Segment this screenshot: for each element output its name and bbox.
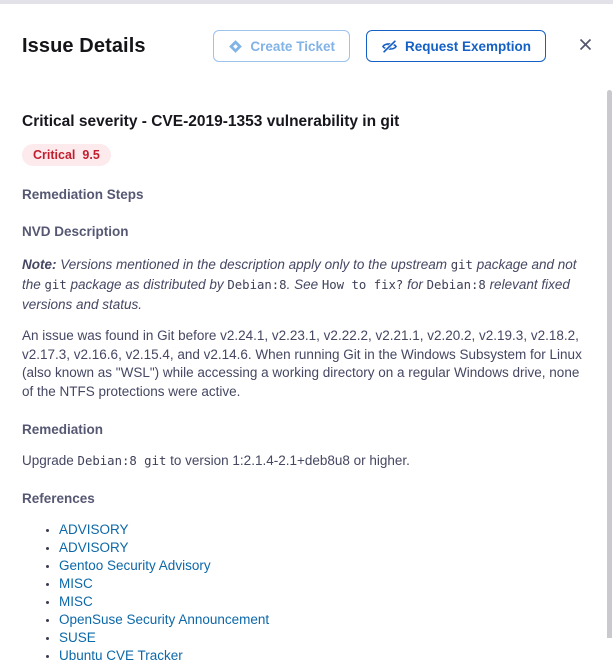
diamond-ticket-icon xyxy=(228,39,243,54)
code-debian8: Debian:8 xyxy=(227,278,287,292)
list-item xyxy=(59,557,589,575)
code-debian8-git: Debian:8 git xyxy=(77,454,167,468)
note-text: . See xyxy=(286,277,322,292)
remediation-heading: Remediation xyxy=(22,422,104,437)
issue-title: Critical severity - CVE-2019-1353 vulnerability in git xyxy=(22,113,400,130)
reference-link[interactable]: ADVISORY xyxy=(59,522,129,537)
close-button[interactable] xyxy=(575,36,595,56)
create-ticket-label: Create Ticket xyxy=(250,38,335,54)
note-label: Note: xyxy=(22,257,57,272)
reference-link[interactable]: MISC xyxy=(59,594,93,609)
nvd-description-text: An issue was found in Git before v2.24.1, v2.23.1, v2.22.2, v2.21.1, v2.20.2, v2.19.3, v2.18.2, v2.17.3, v2.16.6, v2.15.4, and v2.14.6. When running Git in the Windows Subsystem for Linux (also known as "WSL") while accessing a working directory on a regular Windows drive, none of the NTFS protections were active. xyxy=(22,328,582,399)
reference-link[interactable]: SUSE xyxy=(59,630,96,645)
note-text: package and not the xyxy=(22,257,577,292)
remediation-text-part: Upgrade xyxy=(22,453,78,468)
list-item xyxy=(59,521,589,539)
list-item xyxy=(59,629,589,647)
remediation-text-part: to version 1:2.1.4-2.1+deb8u8 or higher. xyxy=(166,453,410,468)
code-debian8: Debian:8 xyxy=(426,278,486,292)
code-how-to-fix: How to fix? xyxy=(321,278,404,292)
page-title: Issue Details xyxy=(22,34,146,57)
reference-link[interactable]: MISC xyxy=(59,576,93,591)
list-item xyxy=(59,575,589,593)
panel-top-border xyxy=(0,0,613,4)
remediation-steps-heading: Remediation Steps xyxy=(22,187,144,202)
references-heading: References xyxy=(22,491,95,506)
note-text: for xyxy=(403,277,427,292)
issue-details-body xyxy=(0,62,613,665)
nvd-description-heading: NVD Description xyxy=(22,224,129,239)
remediation-text xyxy=(22,452,589,470)
eye-off-icon xyxy=(381,39,398,54)
header-actions xyxy=(213,30,595,62)
list-item xyxy=(59,611,589,629)
severity-badge xyxy=(22,144,111,166)
vertical-scrollbar[interactable] xyxy=(607,90,612,638)
reference-link[interactable]: OpenSuse Security Announcement xyxy=(59,612,270,627)
request-exemption-label: Request Exemption xyxy=(404,38,531,54)
list-item xyxy=(59,539,589,557)
severity-label: Critical xyxy=(33,148,76,162)
note-text: relevant fixed versions and status. xyxy=(22,277,570,312)
note-text: package as distributed by xyxy=(66,277,228,292)
close-icon xyxy=(578,37,593,55)
reference-link[interactable]: ADVISORY xyxy=(59,540,129,555)
note-paragraph xyxy=(22,255,589,314)
reference-link[interactable]: Gentoo Security Advisory xyxy=(59,558,211,573)
issue-details-header xyxy=(0,0,613,62)
references-list xyxy=(22,521,589,665)
request-exemption-button[interactable] xyxy=(366,30,546,62)
list-item xyxy=(59,647,589,665)
severity-score: 9.5 xyxy=(82,148,100,162)
reference-link[interactable]: Ubuntu CVE Tracker xyxy=(59,648,183,663)
note-text: Versions mentioned in the description apply only to the upstream xyxy=(56,257,451,272)
create-ticket-button[interactable] xyxy=(213,30,350,62)
code-git: git xyxy=(44,278,67,292)
code-git: git xyxy=(450,258,473,272)
list-item xyxy=(59,593,589,611)
